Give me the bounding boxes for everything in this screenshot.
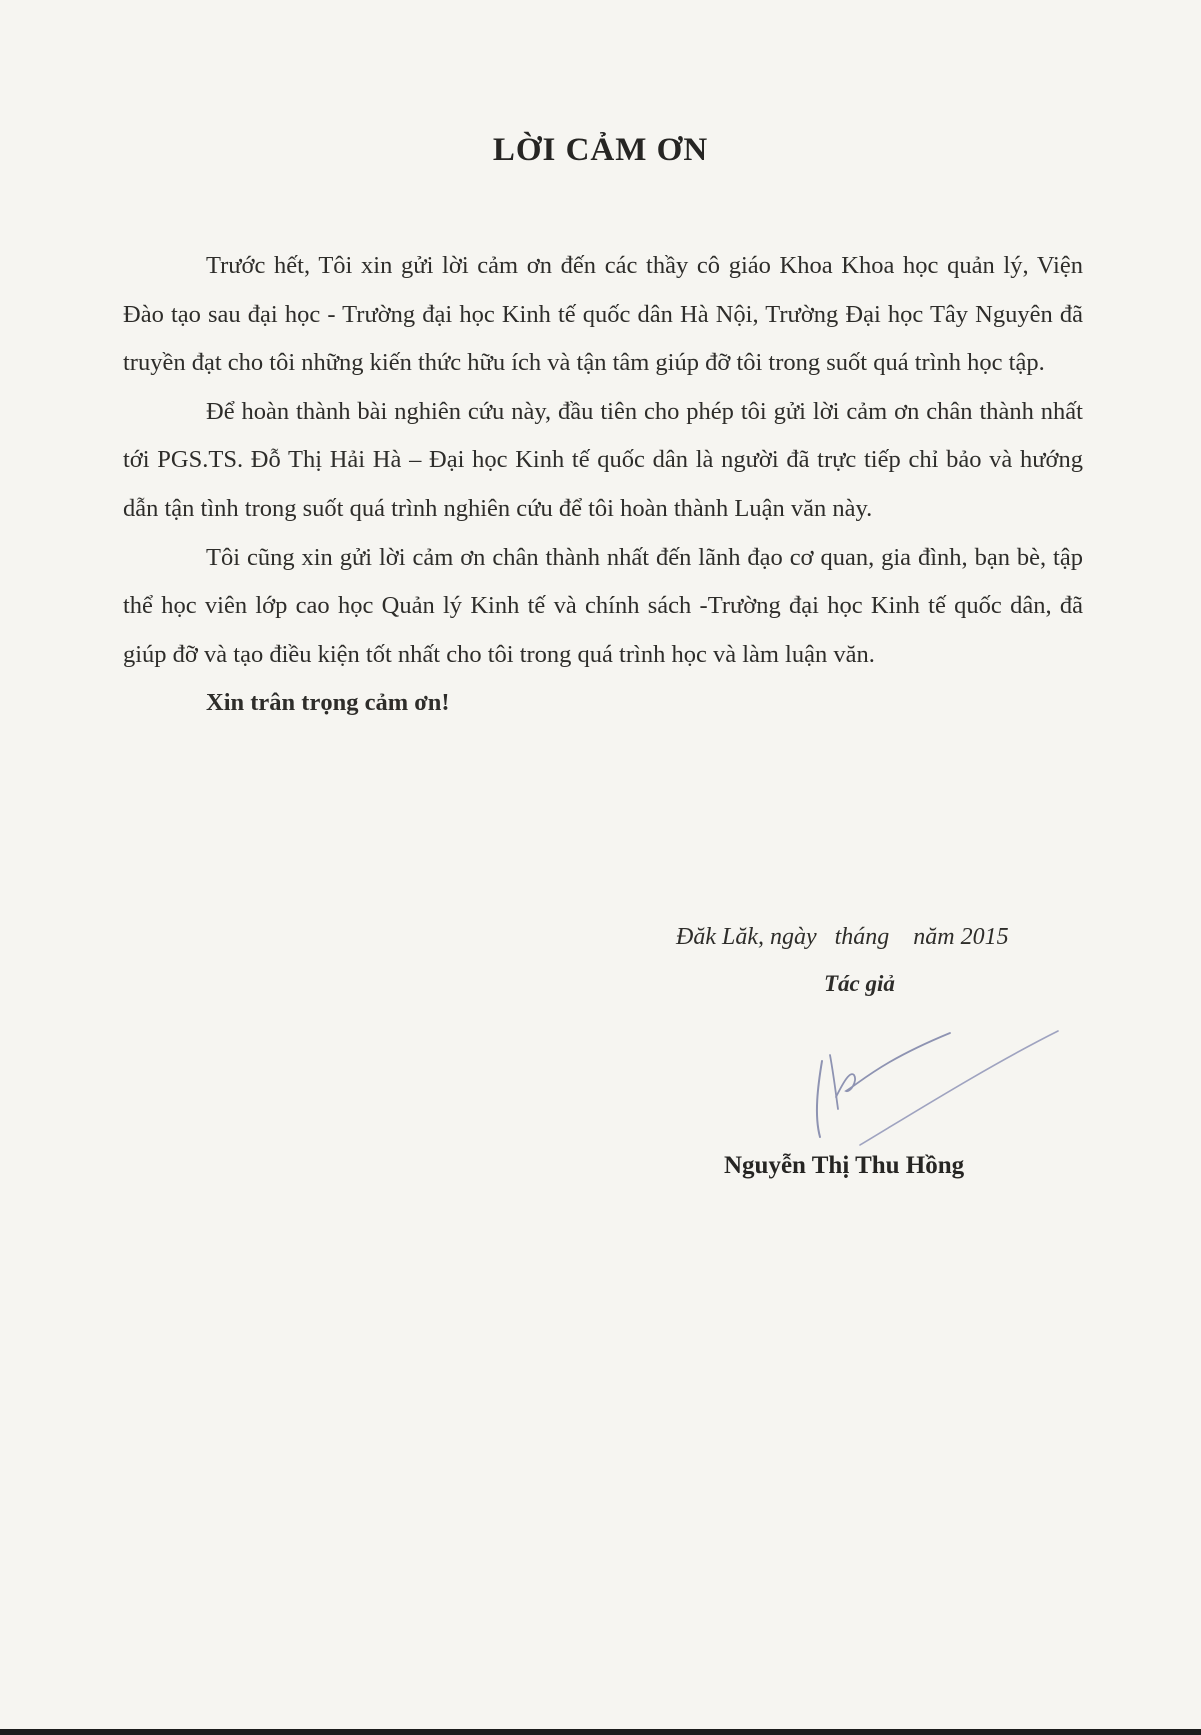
scan-bottom-edge bbox=[0, 1729, 1201, 1735]
author-name: Nguyễn Thị Thu Hồng bbox=[724, 1152, 965, 1179]
page-title: LỜI CẢM ƠN bbox=[492, 132, 709, 168]
paragraph-2: Để hoàn thành bài nghiên cứu này, đầu tiên cho phép tôi gửi lời cảm ơn chân thành nhất tới PGS.TS. Đỗ Thị Hải Hà – Đại học Kinh tế quốc dân là người đã trực tiếp chỉ bảo và hướng dẫn tận tình trong suốt quá trình nghiên cứu để tôi hoàn thành Luận văn này. bbox=[123, 397, 1083, 522]
closing-line: Xin trân trọng cảm ơn! bbox=[206, 689, 450, 717]
paragraph-1: Trước hết, Tôi xin gửi lời cảm ơn đến các thầy cô giáo Khoa Khoa học quản lý, Viện Đào tạo sau đại học - Trường đại học Kinh tế quốc dân Hà Nội, Trường Đại học Tây Nguyên đã truyền đạt cho tôi những kiến thức hữu ích và tận tâm giúp đỡ tôi trong suốt quá trình học tập. bbox=[123, 252, 1083, 377]
signature-icon bbox=[800, 1025, 1070, 1165]
author-label: Tác giả bbox=[824, 971, 895, 996]
body-text bbox=[123, 242, 1083, 728]
paragraph-3: Tôi cũng xin gửi lời cảm ơn chân thành nhất đến lãnh đạo cơ quan, gia đình, bạn bè, tập thể học viên lớp cao học Quản lý Kinh tế và chính sách -Trường đại học Kinh tế quốc dân, đã giúp đỡ và tạo điều kiện tốt nhất cho tôi trong quá trình học và làm luận văn. bbox=[123, 543, 1083, 668]
date-line: Đăk Lăk, ngày tháng năm 2015 bbox=[676, 924, 1009, 950]
